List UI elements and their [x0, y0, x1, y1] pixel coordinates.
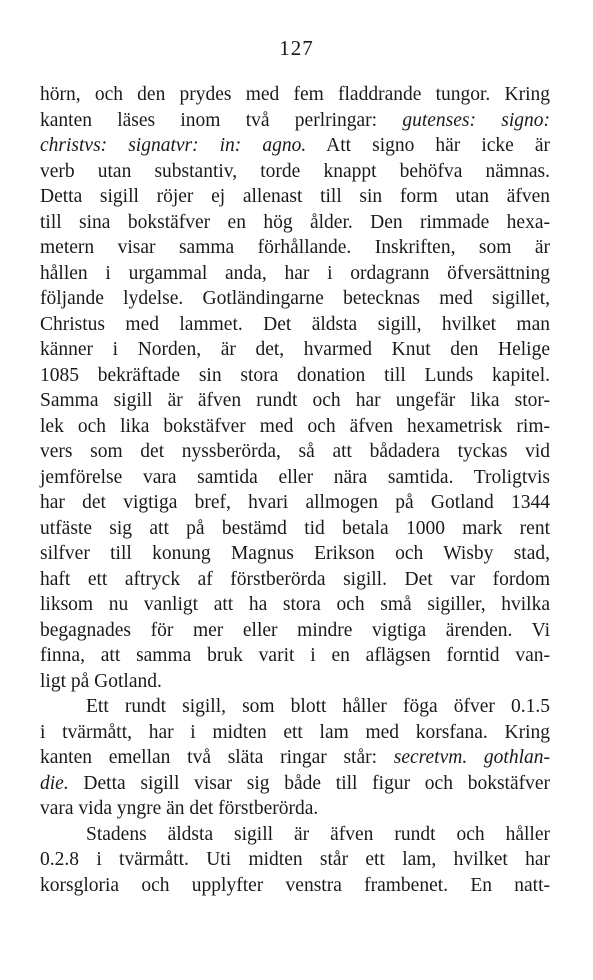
text-segment: metern visar samma förhållande. Inskriften, som är: [40, 237, 550, 258]
text-segment: kanten läses inom två perlringar:: [40, 109, 403, 131]
text-line: [40, 822, 550, 848]
text-line: [40, 388, 550, 414]
text-segment: silfver till konung Magnus Erikson och Wisby stad,: [40, 543, 550, 564]
italic-inscription: gutenses: signo:: [402, 109, 550, 131]
text-segment: korsgloria och upplyfter venstra frambenet. En natt-: [40, 874, 550, 896]
text-line: [40, 796, 550, 822]
text-segment: haft ett aftryck af förstberörda sigill. Det var fordom: [40, 568, 550, 590]
text-line: [40, 592, 550, 618]
text-line: [40, 184, 550, 210]
text-segment: Ett rundt sigill, som blott håller föga öfver 0.1.5: [86, 696, 550, 717]
text-segment: verb utan substantiv, torde knappt behöfva nämnas.: [40, 160, 550, 182]
text-segment: liksom nu vanligt att ha stora och små sigiller, hvilka: [40, 594, 550, 615]
body-text: [40, 82, 550, 898]
text-line: [40, 643, 550, 669]
text-segment: har det vigtiga bref, hvari allmogen på Gotland 1344: [40, 492, 550, 513]
text-segment: känner i Norden, är det, hvarmed Knut den Helige: [40, 339, 550, 360]
text-line: [40, 490, 550, 516]
text-segment: Detta sigill röjer ej allenast till sin form utan äfven: [40, 186, 550, 207]
text-line: [40, 439, 550, 465]
text-segment: hållen i urgammal anda, har i ordagrann öfversättning: [40, 262, 550, 284]
italic-inscription: die.: [40, 772, 69, 794]
text-line: [40, 363, 550, 389]
text-line: [40, 286, 550, 312]
text-segment: jemförelse vara samtida eller nära samtida. Troligtvis: [40, 466, 550, 488]
text-segment: utfäste sig att på bestämd tid betala 1000 mark rent: [40, 517, 550, 539]
text-line: [40, 669, 550, 695]
text-line: [40, 159, 550, 185]
text-line: [40, 465, 550, 491]
text-line: [40, 541, 550, 567]
text-line: [40, 133, 550, 159]
text-line: [40, 720, 550, 746]
page-number: 127: [279, 36, 314, 60]
text-segment: 0.2.8 i tvärmått. Uti midten står ett lam, hvilket har: [40, 849, 550, 870]
text-segment: vara vida yngre än det förstberörda.: [40, 798, 319, 819]
text-line: [40, 516, 550, 542]
text-line: [40, 337, 550, 363]
text-segment: begagnades för mer eller mindre vigtiga ärenden. Vi: [40, 619, 550, 641]
text-line: [40, 847, 550, 873]
text-segment: följande lydelse. Gotländingarne betecknas med sigillet,: [40, 288, 550, 309]
text-line: [40, 618, 550, 644]
text-segment: kanten emellan två släta ringar står:: [40, 747, 394, 768]
text-line: [40, 873, 550, 899]
text-line: [40, 414, 550, 440]
text-line: [40, 108, 550, 134]
text-segment: Att signo här icke är: [306, 135, 550, 156]
text-line: [40, 82, 550, 108]
text-segment: 1085 bekräftade sin stora donation till Lunds kapitel.: [40, 364, 550, 386]
text-line: [40, 235, 550, 261]
text-segment: lek och lika bokstäfver med och äfven hexametrisk rim-: [40, 415, 550, 437]
text-segment: Detta sigill visar sig både till figur och bokstäfver: [68, 772, 550, 794]
text-line: [40, 694, 550, 720]
text-line: [40, 261, 550, 287]
text-segment: finna, att samma bruk varit i en aflägsen forntid van-: [40, 645, 550, 666]
text-line: [40, 312, 550, 338]
text-line: [40, 567, 550, 593]
text-line: [40, 210, 550, 236]
text-line: [40, 745, 550, 771]
text-segment: hörn, och den prydes med fem fladdrande tungor. Kring: [40, 84, 550, 105]
text-segment: Stadens äldsta sigill är äfven rundt och håller: [86, 823, 550, 845]
text-segment: i tvärmått, har i midten ett lam med korsfana. Kring: [40, 721, 550, 743]
italic-inscription: secretvm. gothlan-: [393, 747, 551, 768]
text-line: [40, 771, 550, 797]
text-segment: Christus med lammet. Det äldsta sigill, hvilket man: [40, 313, 550, 335]
text-segment: vers som det nyssberörda, så att bådadera tyckas vid: [40, 441, 550, 462]
text-segment: till sina bokstäfver en hög ålder. Den rimmade hexa-: [40, 211, 550, 233]
italic-inscription: christvs: signatvr: in: agno.: [40, 135, 307, 156]
text-segment: Samma sigill är äfven rundt och har ungefär lika stor-: [40, 390, 550, 411]
text-segment: ligt på Gotland.: [40, 670, 162, 692]
